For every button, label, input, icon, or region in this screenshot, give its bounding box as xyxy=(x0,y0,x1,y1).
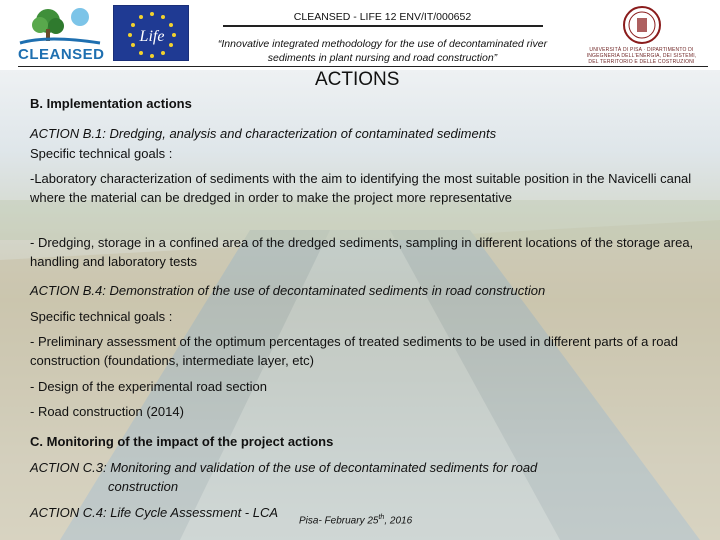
footer-date-suffix: , 2016 xyxy=(384,515,413,527)
footer-date xyxy=(299,514,412,526)
action-c4-label: ACTION C.4: xyxy=(30,505,107,520)
footer-date-prefix: Pisa- February 25 xyxy=(299,515,379,527)
project-code: CLEANSED - LIFE 12 ENV/IT/000652 xyxy=(223,10,543,27)
action-c4-title: Life Cycle Assessment - LCA xyxy=(106,505,279,520)
action-b4-goal-2: - Design of the experimental road section xyxy=(30,379,268,394)
action-b4-heading xyxy=(30,281,702,300)
action-b4-goal-1: - Preliminary assessment of the optimum percentages of treated sediments to be used in different parts of a road construction (foundations, intermediate layer, etc) xyxy=(30,334,678,368)
action-c3-label: ACTION C.3: xyxy=(30,460,107,475)
action-b4-label: ACTION B.4: xyxy=(30,283,106,298)
project-subtitle: “Innovative integrated methodology for the use of decontaminated river sediments in plant nursing and road construction” xyxy=(217,38,548,64)
cleansed-wordmark: CLEANSED xyxy=(18,46,105,63)
university-caption: UNIVERSITÀ DI PISA · DIPARTIMENTO DI INGEGNERIA DELL'ENERGIA, DEI SISTEMI, DEL TERRITORIO E DELLE COSTRUZIONI xyxy=(586,47,697,65)
action-b1-goal-2: - Dredging, storage in a confined area of the dredged sediments, sampling in different locations of the storage area, handling and laboratory tests xyxy=(30,235,694,269)
action-c3-title-line1: Monitoring and validation of the use of decontaminated sediments for road xyxy=(106,460,538,475)
action-b1-title: Dredging, analysis and characterization of contaminated sediments xyxy=(105,126,497,141)
action-c3-title-line2: construction xyxy=(108,479,179,494)
life-logo-text: Life xyxy=(139,28,165,45)
action-b1-goals-label: Specific technical goals : xyxy=(30,146,173,161)
slide-title: ACTIONS xyxy=(315,69,400,90)
action-b1-heading xyxy=(30,124,702,143)
action-c4-heading xyxy=(30,503,300,522)
action-c3-heading xyxy=(30,458,702,496)
action-b1-goal-1: -Laboratory characterization of sediments with the aim to identifying the most suitable position in the Navicelli canal where the material can be dredged in order to make the project more representative xyxy=(30,171,692,205)
action-b4-goal-3: - Road construction (2014) xyxy=(30,404,184,419)
action-b4-title: Demonstration of the use of decontaminated sediments in road construction xyxy=(105,283,546,298)
action-b1-label: ACTION B.1: xyxy=(30,126,106,141)
section-c-heading: C. Monitoring of the impact of the project actions xyxy=(30,434,334,449)
footer-date-sup: th xyxy=(378,514,385,521)
section-b-heading: B. Implementation actions xyxy=(30,96,192,111)
action-b4-goals-label: Specific technical goals : xyxy=(30,309,173,324)
